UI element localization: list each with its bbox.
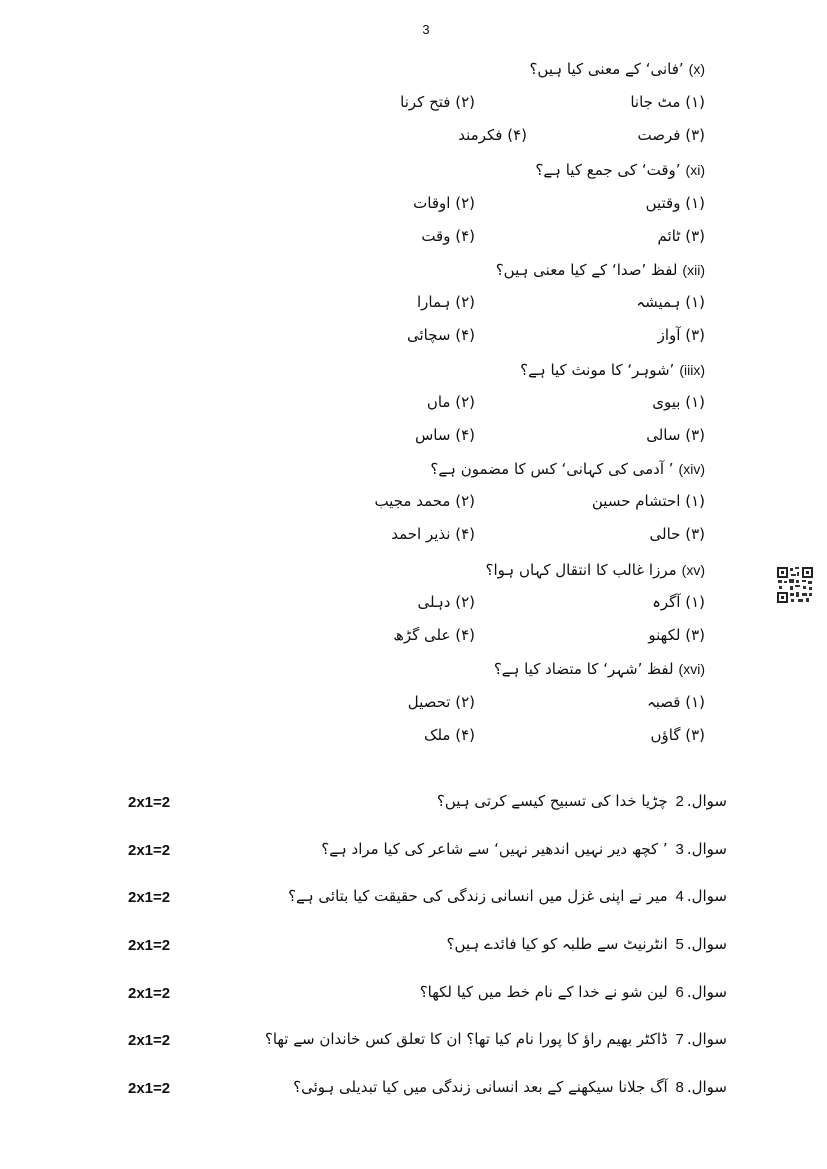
marks: 2x1=2 — [128, 1032, 171, 1049]
question-text: انٹرنیٹ سے طلبہ کو کیا فائدے ہیں؟ — [446, 935, 668, 953]
question-number: 5 — [675, 936, 684, 953]
mcq-question — [520, 361, 705, 379]
mcq-option: (۱) مٹ جانا — [630, 93, 705, 111]
question-number: 2 — [675, 793, 684, 810]
mcq-option: (۲) فتح کرنا — [400, 93, 475, 111]
mcq-question — [529, 60, 705, 78]
question-text: لین شو نے خدا کے نام خط میں کیا لکھا؟ — [419, 983, 668, 1001]
question-number: 4 — [675, 888, 684, 905]
mcq-option: (۲) محمد مجیب — [374, 492, 475, 510]
marks: 2x1=2 — [128, 794, 171, 811]
mcq-option: (۳) ٹائم — [657, 227, 705, 245]
mcq-question-text: ’وقت‘ کی جمع کیا ہے؟ — [535, 161, 681, 179]
mcq-question-text: مرزا غالب کا انتقال کہاں ہوا؟ — [485, 561, 677, 579]
mcq-option: (۴) علی گڑھ — [393, 626, 475, 644]
mcq-option: (۲) ہمارا — [417, 293, 475, 311]
question-text: ’ کچھ دیر نہیں اندھیر نہیں‘ سے شاعر کی کیا مراد ہے؟ — [321, 840, 668, 858]
mcq-option: (۱) آگرہ — [652, 593, 705, 611]
mcq-question — [430, 460, 705, 478]
mcq-question — [494, 660, 705, 678]
mcq-option: (۱) قصبہ — [646, 693, 705, 711]
short-question: سوال.4 میر نے اپنی غزل میں انسانی زندگی کی حقیقت کیا بتائی ہے؟ — [288, 887, 727, 905]
mcq-option: (۱) احتشام حسین — [591, 492, 705, 510]
mcq-option: (۱) وقتیں — [645, 194, 705, 212]
short-question: سوال.6 لین شو نے خدا کے نام خط میں کیا لکھا؟ — [419, 983, 727, 1001]
mcq-question — [496, 261, 705, 279]
mcq-question-text: لفظ ’صدا‘ کے کیا معنی ہیں؟ — [495, 261, 678, 279]
mcq-option: (۴) ساس — [415, 426, 475, 444]
question-label: سوال — [691, 840, 727, 858]
question-number: 3 — [675, 841, 684, 858]
mcq-number: (xiv) — [678, 461, 705, 477]
mcq-option: (۴) وقت — [421, 227, 475, 245]
mcq-number: (xvi) — [678, 661, 705, 677]
short-question: سوال.3 ’ کچھ دیر نہیں اندھیر نہیں‘ سے شاعر کی کیا مراد ہے؟ — [321, 840, 727, 858]
mcq-option: (۳) لکھنو — [648, 626, 705, 644]
question-number: 6 — [675, 984, 684, 1001]
mcq-question — [486, 561, 705, 579]
short-question: سوال.7 ڈاکٹر بھیم راؤ کا پورا نام کیا تھا؟ ان کا تعلق کس خاندان سے تھا؟ — [264, 1030, 727, 1048]
question-label: سوال — [691, 1078, 727, 1096]
page-number: 3 — [422, 22, 430, 37]
question-text: میر نے اپنی غزل میں انسانی زندگی کی حقیقت کیا بتائی ہے؟ — [288, 887, 668, 905]
mcq-option: (۴) نذیر احمد — [391, 525, 475, 543]
mcq-option: (۳) حالی — [649, 525, 705, 543]
short-question: سوال.2 چڑیا خدا کی تسبیح کیسے کرتی ہیں؟ — [436, 792, 727, 810]
mcq-option: (۳) گاؤں — [650, 726, 705, 744]
mcq-question-text: ’شوہر‘ کا مونث کیا ہے؟ — [520, 361, 675, 379]
mcq-option: (۲) ماں — [426, 393, 475, 411]
question-label: سوال — [691, 1030, 727, 1048]
marks: 2x1=2 — [128, 1080, 171, 1097]
mcq-option: (۳) فرصت — [637, 126, 705, 144]
mcq-question-text: لفظ ’شہر‘ کا متضاد کیا ہے؟ — [493, 660, 674, 678]
mcq-option: (۲) دہلی — [417, 593, 475, 611]
mcq-option: (۴) فکرمند — [458, 126, 527, 144]
question-label: سوال — [691, 935, 727, 953]
marks: 2x1=2 — [128, 842, 171, 859]
marks: 2x1=2 — [128, 985, 171, 1002]
question-text: چڑیا خدا کی تسبیح کیسے کرتی ہیں؟ — [436, 792, 668, 810]
mcq-number: (xi) — [685, 162, 705, 178]
mcq-number: (iiix) — [679, 362, 705, 378]
mcq-option: (۱) ہمیشہ — [636, 293, 705, 311]
question-number: 8 — [675, 1079, 684, 1096]
mcq-number: (x) — [688, 61, 705, 77]
mcq-option: (۱) بیوی — [652, 393, 705, 411]
marks: 2x1=2 — [128, 889, 171, 906]
mcq-number: (xii) — [682, 262, 705, 278]
mcq-option: (۲) اوقات — [413, 194, 475, 212]
question-number: 7 — [675, 1031, 684, 1048]
mcq-option: (۴) سچائی — [406, 326, 475, 344]
question-text: ڈاکٹر بھیم راؤ کا پورا نام کیا تھا؟ ان کا تعلق کس خاندان سے تھا؟ — [264, 1030, 668, 1048]
short-question: سوال.8 آگ جلانا سیکھنے کے بعد انسانی زندگی میں کیا تبدیلی ہوئی؟ — [293, 1078, 727, 1096]
mcq-number: (xv) — [681, 562, 705, 578]
mcq-option: (۴) ملک — [424, 726, 475, 744]
mcq-option: (۳) آواز — [657, 326, 705, 344]
qr-code — [776, 566, 814, 604]
marks: 2x1=2 — [128, 937, 171, 954]
question-text: آگ جلانا سیکھنے کے بعد انسانی زندگی میں کیا تبدیلی ہوئی؟ — [293, 1078, 668, 1096]
mcq-option: (۳) سالی — [646, 426, 705, 444]
question-label: سوال — [691, 983, 727, 1001]
mcq-question-text: ’فانی‘ کے معنی کیا ہیں؟ — [529, 60, 684, 78]
question-label: سوال — [691, 887, 727, 905]
mcq-question-text: ’ آدمی کی کہانی‘ کس کا مضمون ہے؟ — [430, 460, 674, 478]
mcq-option: (۲) تحصیل — [407, 693, 475, 711]
question-label: سوال — [691, 792, 727, 810]
short-question: سوال.5 انٹرنیٹ سے طلبہ کو کیا فائدے ہیں؟ — [446, 935, 727, 953]
mcq-question — [535, 161, 705, 179]
